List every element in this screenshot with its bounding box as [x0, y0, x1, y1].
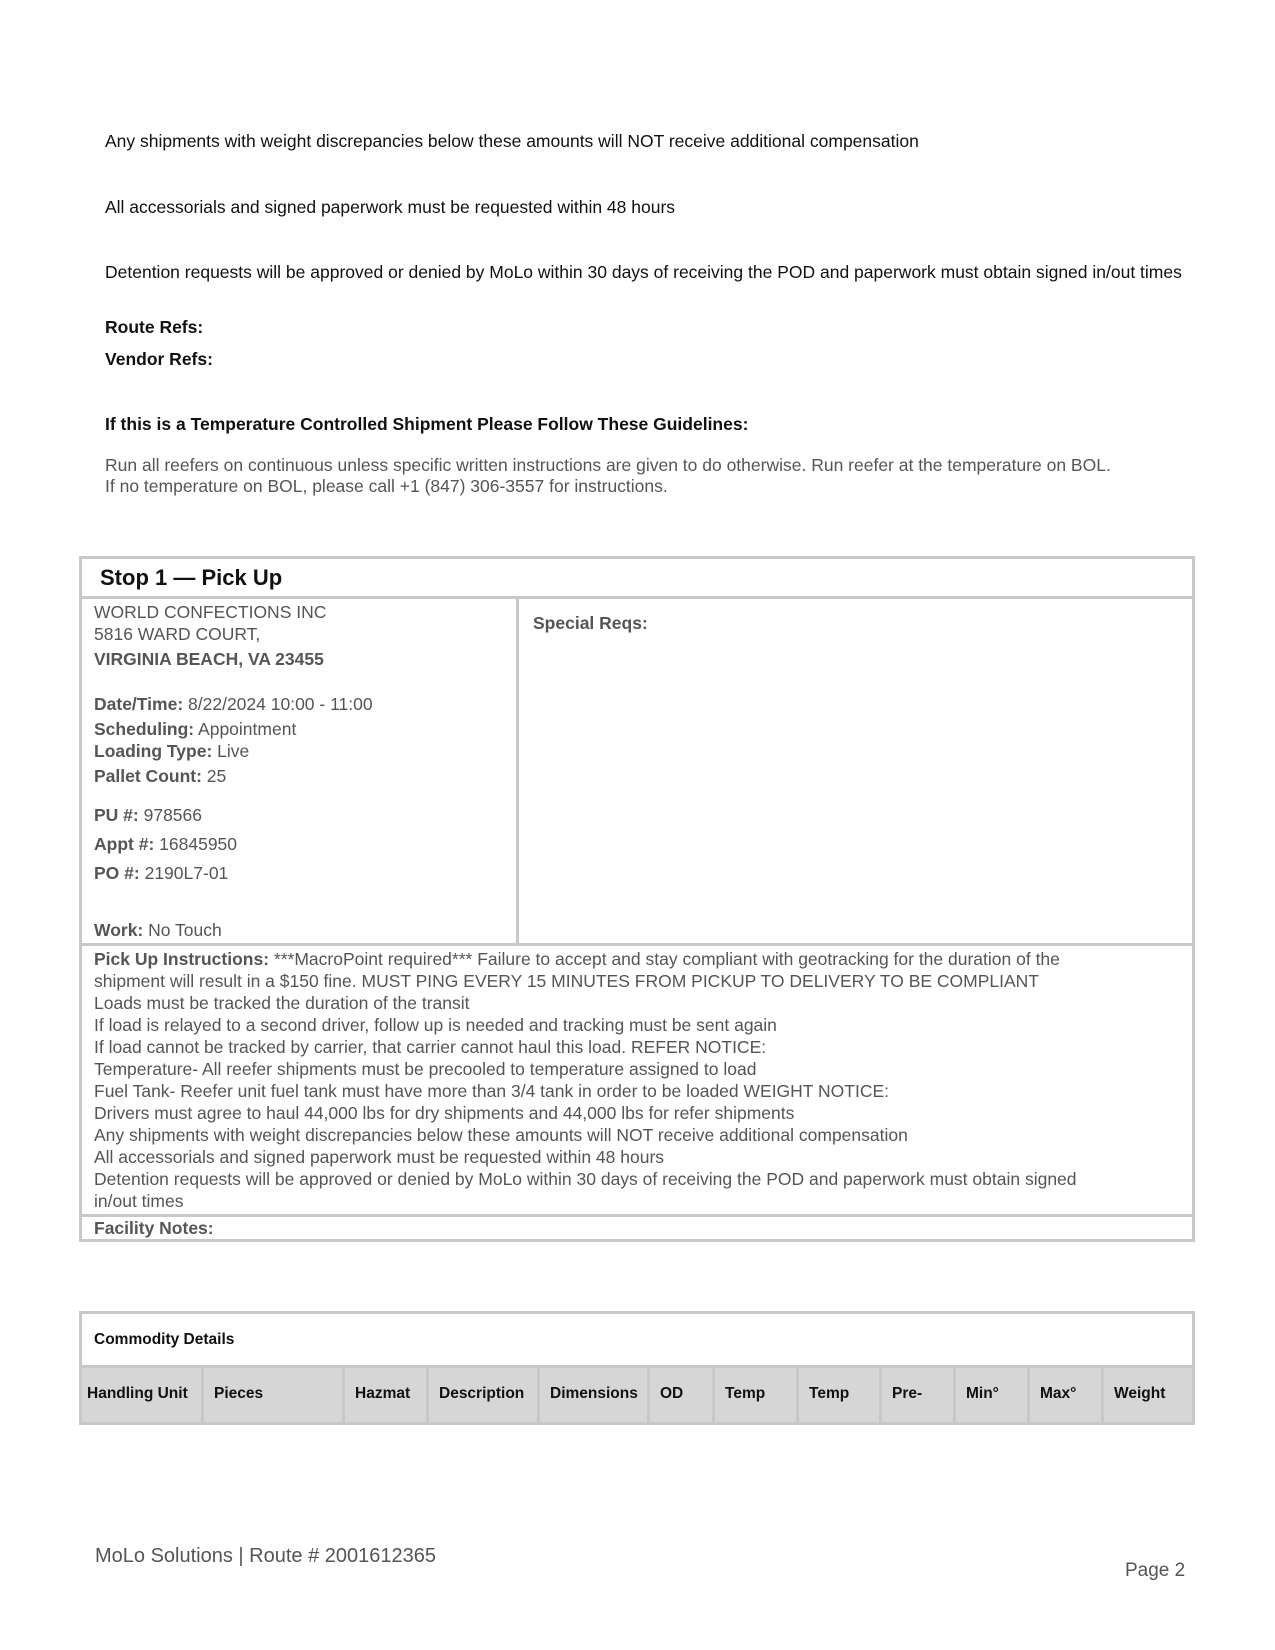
col-handling-unit: Handling Unit: [82, 1368, 204, 1422]
stop-card: [79, 556, 1195, 1242]
facility-notes-label: Facility Notes:: [94, 1218, 214, 1238]
po-label: PO #:: [94, 863, 140, 883]
pallet-value: 25: [206, 766, 227, 786]
instruction-line: Fuel Tank- Reefer unit fuel tank must have more than 3/4 tank in order to be loaded WEIGHT NOTICE:: [94, 1081, 890, 1101]
appt-row: [94, 833, 516, 855]
po-row: [94, 862, 516, 884]
detention-note: Detention requests will be approved or denied by MoLo within 30 days of receiving the POD and paperwork must obtain signed in/out times: [105, 262, 1182, 282]
footer-route: MoLo Solutions | Route # 2001612365: [95, 1545, 437, 1567]
vendor-refs-label: Vendor Refs:: [105, 349, 213, 369]
page-number: Page 2: [1125, 1560, 1186, 1581]
appt-value: 16845950: [159, 834, 238, 854]
weight-note: Any shipments with weight discrepancies below these amounts will NOT receive additional compensation: [105, 131, 919, 151]
commodity-title: Commodity Details: [82, 1314, 1192, 1368]
work-value: No Touch: [148, 920, 222, 940]
datetime-row: [94, 693, 516, 715]
datetime-label: Date/Time:: [94, 694, 184, 714]
pallet-row: [94, 765, 516, 787]
instruction-line: All accessorials and signed paperwork must be requested within 48 hours: [94, 1147, 665, 1167]
special-reqs-label: Special Reqs:: [533, 613, 648, 633]
commodity-header-row: [82, 1368, 1192, 1422]
col-temp-1: Temp: [715, 1368, 799, 1422]
stop-details: [82, 599, 519, 943]
pu-label: PU #:: [94, 805, 139, 825]
col-min: Min°: [956, 1368, 1030, 1422]
col-od: OD: [650, 1368, 715, 1422]
commodity-table: [79, 1311, 1195, 1425]
instruction-line: Temperature- All reefer shipments must be precooled to temperature assigned to load: [94, 1059, 757, 1079]
pu-value: 978566: [143, 805, 203, 825]
temp-line-2: If no temperature on BOL, please call +1 (847) 306-3557 for instructions.: [105, 476, 668, 496]
street-address: 5816 WARD COURT,: [94, 624, 261, 644]
instruction-line: Loads must be tracked the duration of the transit: [94, 993, 470, 1013]
loading-value: Live: [217, 741, 250, 761]
special-reqs-panel: [519, 599, 1192, 943]
work-label: Work:: [94, 920, 144, 940]
accessorials-note: All accessorials and signed paperwork must be requested within 48 hours: [105, 197, 676, 217]
instruction-line: [94, 948, 1180, 970]
instruction-line: Drivers must agree to haul 44,000 lbs for dry shipments and 44,000 lbs for refer shipments: [94, 1103, 795, 1123]
city-state-zip: VIRGINIA BEACH, VA 23455: [94, 649, 324, 669]
instruction-text: ***MacroPoint required*** Failure to accept and stay compliant with geotracking for the duration of the: [273, 949, 1060, 969]
appt-label: Appt #:: [94, 834, 155, 854]
pickup-instructions: [82, 946, 1192, 1217]
work-row: [94, 919, 222, 941]
scheduling-label: Scheduling:: [94, 719, 195, 739]
stop-info: [82, 599, 1192, 946]
scheduling-value: Appointment: [198, 719, 297, 739]
instruction-line: If load is relayed to a second driver, follow up is needed and tracking must be sent again: [94, 1015, 777, 1035]
datetime-value: 8/22/2024 10:00 - 11:00: [188, 694, 373, 714]
loading-label: Loading Type:: [94, 741, 213, 761]
pu-row: [94, 804, 516, 826]
stop-title: Stop 1 — Pick Up: [82, 559, 1192, 599]
col-dimensions: Dimensions: [540, 1368, 650, 1422]
temp-line-1: Run all reefers on continuous unless specific written instructions are given to do otherwise. Run reefer at the temperature on BOL.: [105, 455, 1111, 475]
scheduling-row: [94, 718, 516, 740]
instructions-label: Pick Up Instructions:: [94, 949, 270, 969]
instruction-line: shipment will result in a $150 fine. MUST PING EVERY 15 MINUTES FROM PICKUP TO DELIVERY TO BE COMPLIANT: [94, 971, 1039, 991]
col-pre: Pre-: [882, 1368, 956, 1422]
loading-row: [94, 740, 516, 762]
pallet-label: Pallet Count:: [94, 766, 202, 786]
po-value: 2190L7-01: [144, 863, 229, 883]
col-temp-2: Temp: [799, 1368, 882, 1422]
instruction-line: in/out times: [94, 1191, 184, 1211]
col-hazmat: Hazmat: [345, 1368, 429, 1422]
instruction-line: Detention requests will be approved or denied by MoLo within 30 days of receiving the POD and paperwork must obtain signed: [94, 1169, 1077, 1189]
instruction-line: If load cannot be tracked by carrier, that carrier cannot haul this load. REFER NOTICE:: [94, 1037, 767, 1057]
col-pieces: Pieces: [204, 1368, 345, 1422]
col-weight: Weight: [1114, 1385, 1166, 1402]
company-name: WORLD CONFECTIONS INC: [94, 602, 327, 622]
col-max: Max°: [1030, 1368, 1104, 1422]
instruction-line: Any shipments with weight discrepancies below these amounts will NOT receive additional compensation: [94, 1125, 908, 1145]
col-description: Description: [429, 1368, 540, 1422]
temp-heading: If this is a Temperature Controlled Shipment Please Follow These Guidelines:: [105, 414, 749, 434]
route-refs-label: Route Refs:: [105, 317, 204, 337]
